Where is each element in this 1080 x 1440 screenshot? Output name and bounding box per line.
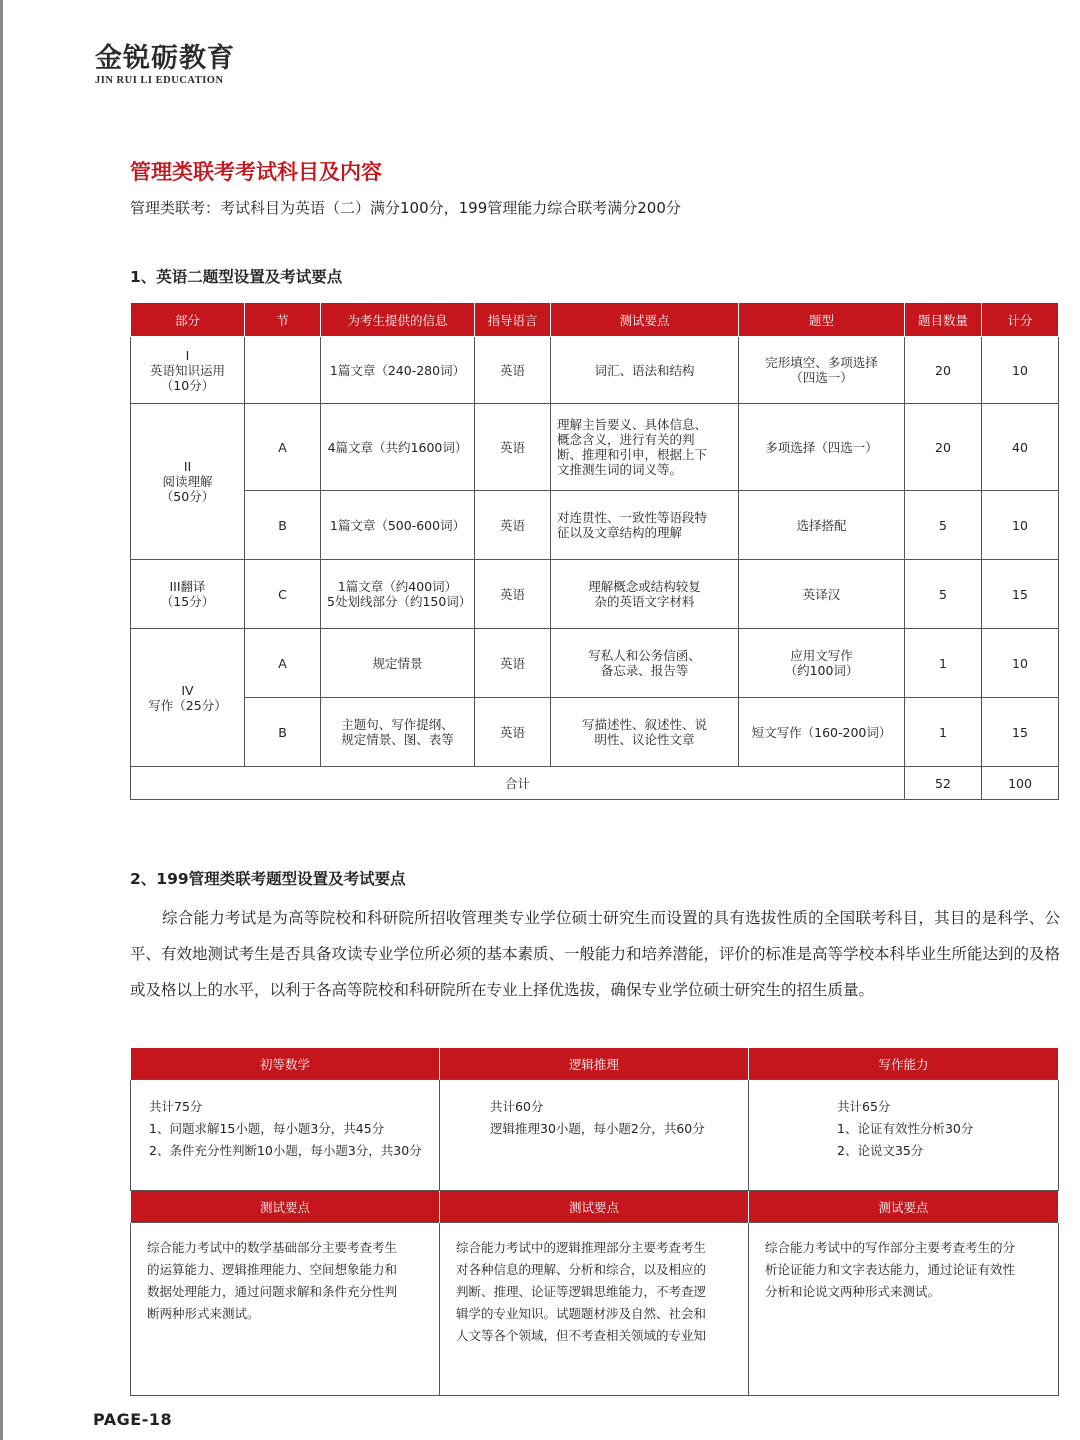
header-score: 计分 bbox=[982, 303, 1059, 337]
cell-question-type: 应用文写作 （约100词） bbox=[739, 629, 905, 698]
cell-section: B bbox=[245, 491, 321, 560]
cell-language: 英语 bbox=[475, 491, 551, 560]
cell-score: 10 bbox=[982, 491, 1059, 560]
page-number: PAGE-18 bbox=[93, 1410, 173, 1429]
cell-score: 10 bbox=[982, 337, 1059, 404]
comprehensive-exam-table bbox=[130, 1048, 1059, 1396]
cell-test-points: 写描述性、叙述性、说 明性、议论性文章 bbox=[551, 698, 739, 767]
header-writing-keypoints: 测试要点 bbox=[749, 1191, 1059, 1223]
writing-score-cell: 共计65分 1、论证有效性分析30分 2、论说文35分 bbox=[749, 1080, 1059, 1191]
header-writing: 写作能力 bbox=[749, 1048, 1059, 1080]
logic-score-cell: 共计60分 逻辑推理30小题，每小题2分，共60分 bbox=[440, 1080, 749, 1191]
cell-score: 15 bbox=[982, 560, 1059, 629]
header-logic-keypoints: 测试要点 bbox=[440, 1191, 749, 1223]
table-row bbox=[131, 560, 1059, 629]
cell-part: IV 写作（25分） bbox=[131, 629, 245, 767]
header-test-points: 测试要点 bbox=[551, 303, 739, 337]
cell-language: 英语 bbox=[475, 337, 551, 404]
total-count: 52 bbox=[905, 767, 982, 800]
header-math: 初等数学 bbox=[131, 1048, 440, 1080]
score-row bbox=[131, 1080, 1059, 1191]
cell-test-points: 理解主旨要义、具体信息、 概念含义，进行有关的判 断、推理和引申，根据上下 文推测生词的词义等。 bbox=[551, 404, 739, 491]
cell-question-type: 完形填空、多项选择 （四选一） bbox=[739, 337, 905, 404]
header-info: 为考生提供的信息 bbox=[321, 303, 475, 337]
logic-keypoints-cell: 综合能力考试中的逻辑推理部分主要考查考生 对各种信息的理解、分析和综合，以及相应的 判断、推理、论证等逻辑思维能力，不考查逻 辑学的专业知识。试题题材涉及自然、社会和 人文等各个领域，但不考查相关领域的专业知 bbox=[440, 1223, 749, 1396]
cell-test-points: 理解概念或结构较复 杂的英语文字材料 bbox=[551, 560, 739, 629]
keypoint-row bbox=[131, 1223, 1059, 1396]
keypoint-header-row bbox=[131, 1191, 1059, 1223]
table-row bbox=[131, 337, 1059, 404]
cell-part: I 英语知识运用 （10分） bbox=[131, 337, 245, 404]
header-math-keypoints: 测试要点 bbox=[131, 1191, 440, 1223]
cell-info: 1篇文章（500-600词） bbox=[321, 491, 475, 560]
header-part: 部分 bbox=[131, 303, 245, 337]
intro-text: 管理类联考：考试科目为英语（二）满分100分，199管理能力综合联考满分200分 bbox=[130, 199, 681, 217]
table-total-row bbox=[131, 767, 1059, 800]
cell-section: A bbox=[245, 404, 321, 491]
cell-question-type: 选择搭配 bbox=[739, 491, 905, 560]
total-score: 100 bbox=[982, 767, 1059, 800]
cell-count: 20 bbox=[905, 404, 982, 491]
table-row bbox=[131, 698, 1059, 767]
cell-score: 10 bbox=[982, 629, 1059, 698]
cell-info: 主题句、写作提纲、 规定情景、图、表等 bbox=[321, 698, 475, 767]
cell-language: 英语 bbox=[475, 404, 551, 491]
page-title: 管理类联考考试科目及内容 bbox=[130, 160, 382, 184]
cell-part: III翻译 （15分） bbox=[131, 560, 245, 629]
cell-language: 英语 bbox=[475, 560, 551, 629]
section2-title: 2、199管理类联考题型设置及考试要点 bbox=[130, 870, 406, 888]
cell-question-type: 短文写作（160-200词） bbox=[739, 698, 905, 767]
cell-test-points: 对连贯性、一致性等语段特 征以及文章结构的理解 bbox=[551, 491, 739, 560]
header-question-count: 题目数量 bbox=[905, 303, 982, 337]
cell-info: 1篇文章（约400词） 5处划线部分（约150词） bbox=[321, 560, 475, 629]
cell-question-type: 多项选择（四选一） bbox=[739, 404, 905, 491]
math-score-cell: 共计75分 1、问题求解15小题，每小题3分，共45分 2、条件充分性判断10小题，每小题3分，共30分 bbox=[131, 1080, 440, 1191]
cell-section: B bbox=[245, 698, 321, 767]
cell-language: 英语 bbox=[475, 698, 551, 767]
cell-section: C bbox=[245, 560, 321, 629]
english-exam-table bbox=[130, 302, 1059, 800]
cell-count: 5 bbox=[905, 560, 982, 629]
cell-question-type: 英译汉 bbox=[739, 560, 905, 629]
subject-header-row bbox=[131, 1048, 1059, 1080]
section1-title: 1、英语二题型设置及考试要点 bbox=[130, 268, 343, 286]
cell-test-points: 词汇、语法和结构 bbox=[551, 337, 739, 404]
table-header-row bbox=[131, 303, 1059, 337]
cell-part: II 阅读理解 （50分） bbox=[131, 404, 245, 560]
cell-score: 40 bbox=[982, 404, 1059, 491]
table-row bbox=[131, 629, 1059, 698]
cell-test-points: 写私人和公务信函、 备忘录、报告等 bbox=[551, 629, 739, 698]
cell-info: 4篇文章（共约1600词） bbox=[321, 404, 475, 491]
cell-score: 15 bbox=[982, 698, 1059, 767]
logo-english: JIN RUI LI EDUCATION bbox=[95, 75, 224, 86]
cell-count: 1 bbox=[905, 698, 982, 767]
header-language: 指导语言 bbox=[475, 303, 551, 337]
cell-count: 1 bbox=[905, 629, 982, 698]
cell-info: 1篇文章（240-280词） bbox=[321, 337, 475, 404]
table-row bbox=[131, 404, 1059, 491]
cell-section bbox=[245, 337, 321, 404]
logo-chinese: 金锐砺教育 bbox=[95, 43, 235, 74]
table-row bbox=[131, 491, 1059, 560]
header-logic: 逻辑推理 bbox=[440, 1048, 749, 1080]
header-question-type: 题型 bbox=[739, 303, 905, 337]
cell-count: 20 bbox=[905, 337, 982, 404]
cell-count: 5 bbox=[905, 491, 982, 560]
header-section: 节 bbox=[245, 303, 321, 337]
math-keypoints-cell: 综合能力考试中的数学基础部分主要考查考生 的运算能力、逻辑推理能力、空间想象能力和 数据处理能力，通过问题求解和条件充分性判 断两种形式来测试。 bbox=[131, 1223, 440, 1396]
cell-language: 英语 bbox=[475, 629, 551, 698]
section2-paragraph: 综合能力考试是为高等院校和科研院所招收管理类专业学位硕士研究生而设置的具有选拔性质的全国联考科目，其目的是科学、公平、有效地测试考生是否具备攻读专业学位所必须的基本素质、一般能力和培养潜能，评价的标准是高等学校本科毕业生所能达到的及格或及格以上的水平，以利于各高等院校和科研院所在专业上择优选拔，确保专业学位硕士研究生的招生质量。 bbox=[130, 909, 1061, 999]
page-edge bbox=[0, 0, 3, 1440]
cell-section: A bbox=[245, 629, 321, 698]
logo bbox=[95, 44, 235, 86]
writing-keypoints-cell: 综合能力考试中的写作部分主要考查考生的分 析论证能力和文字表达能力，通过论证有效性 分析和论说文两种形式来测试。 bbox=[749, 1223, 1059, 1396]
total-label: 合计 bbox=[131, 767, 905, 800]
cell-info: 规定情景 bbox=[321, 629, 475, 698]
